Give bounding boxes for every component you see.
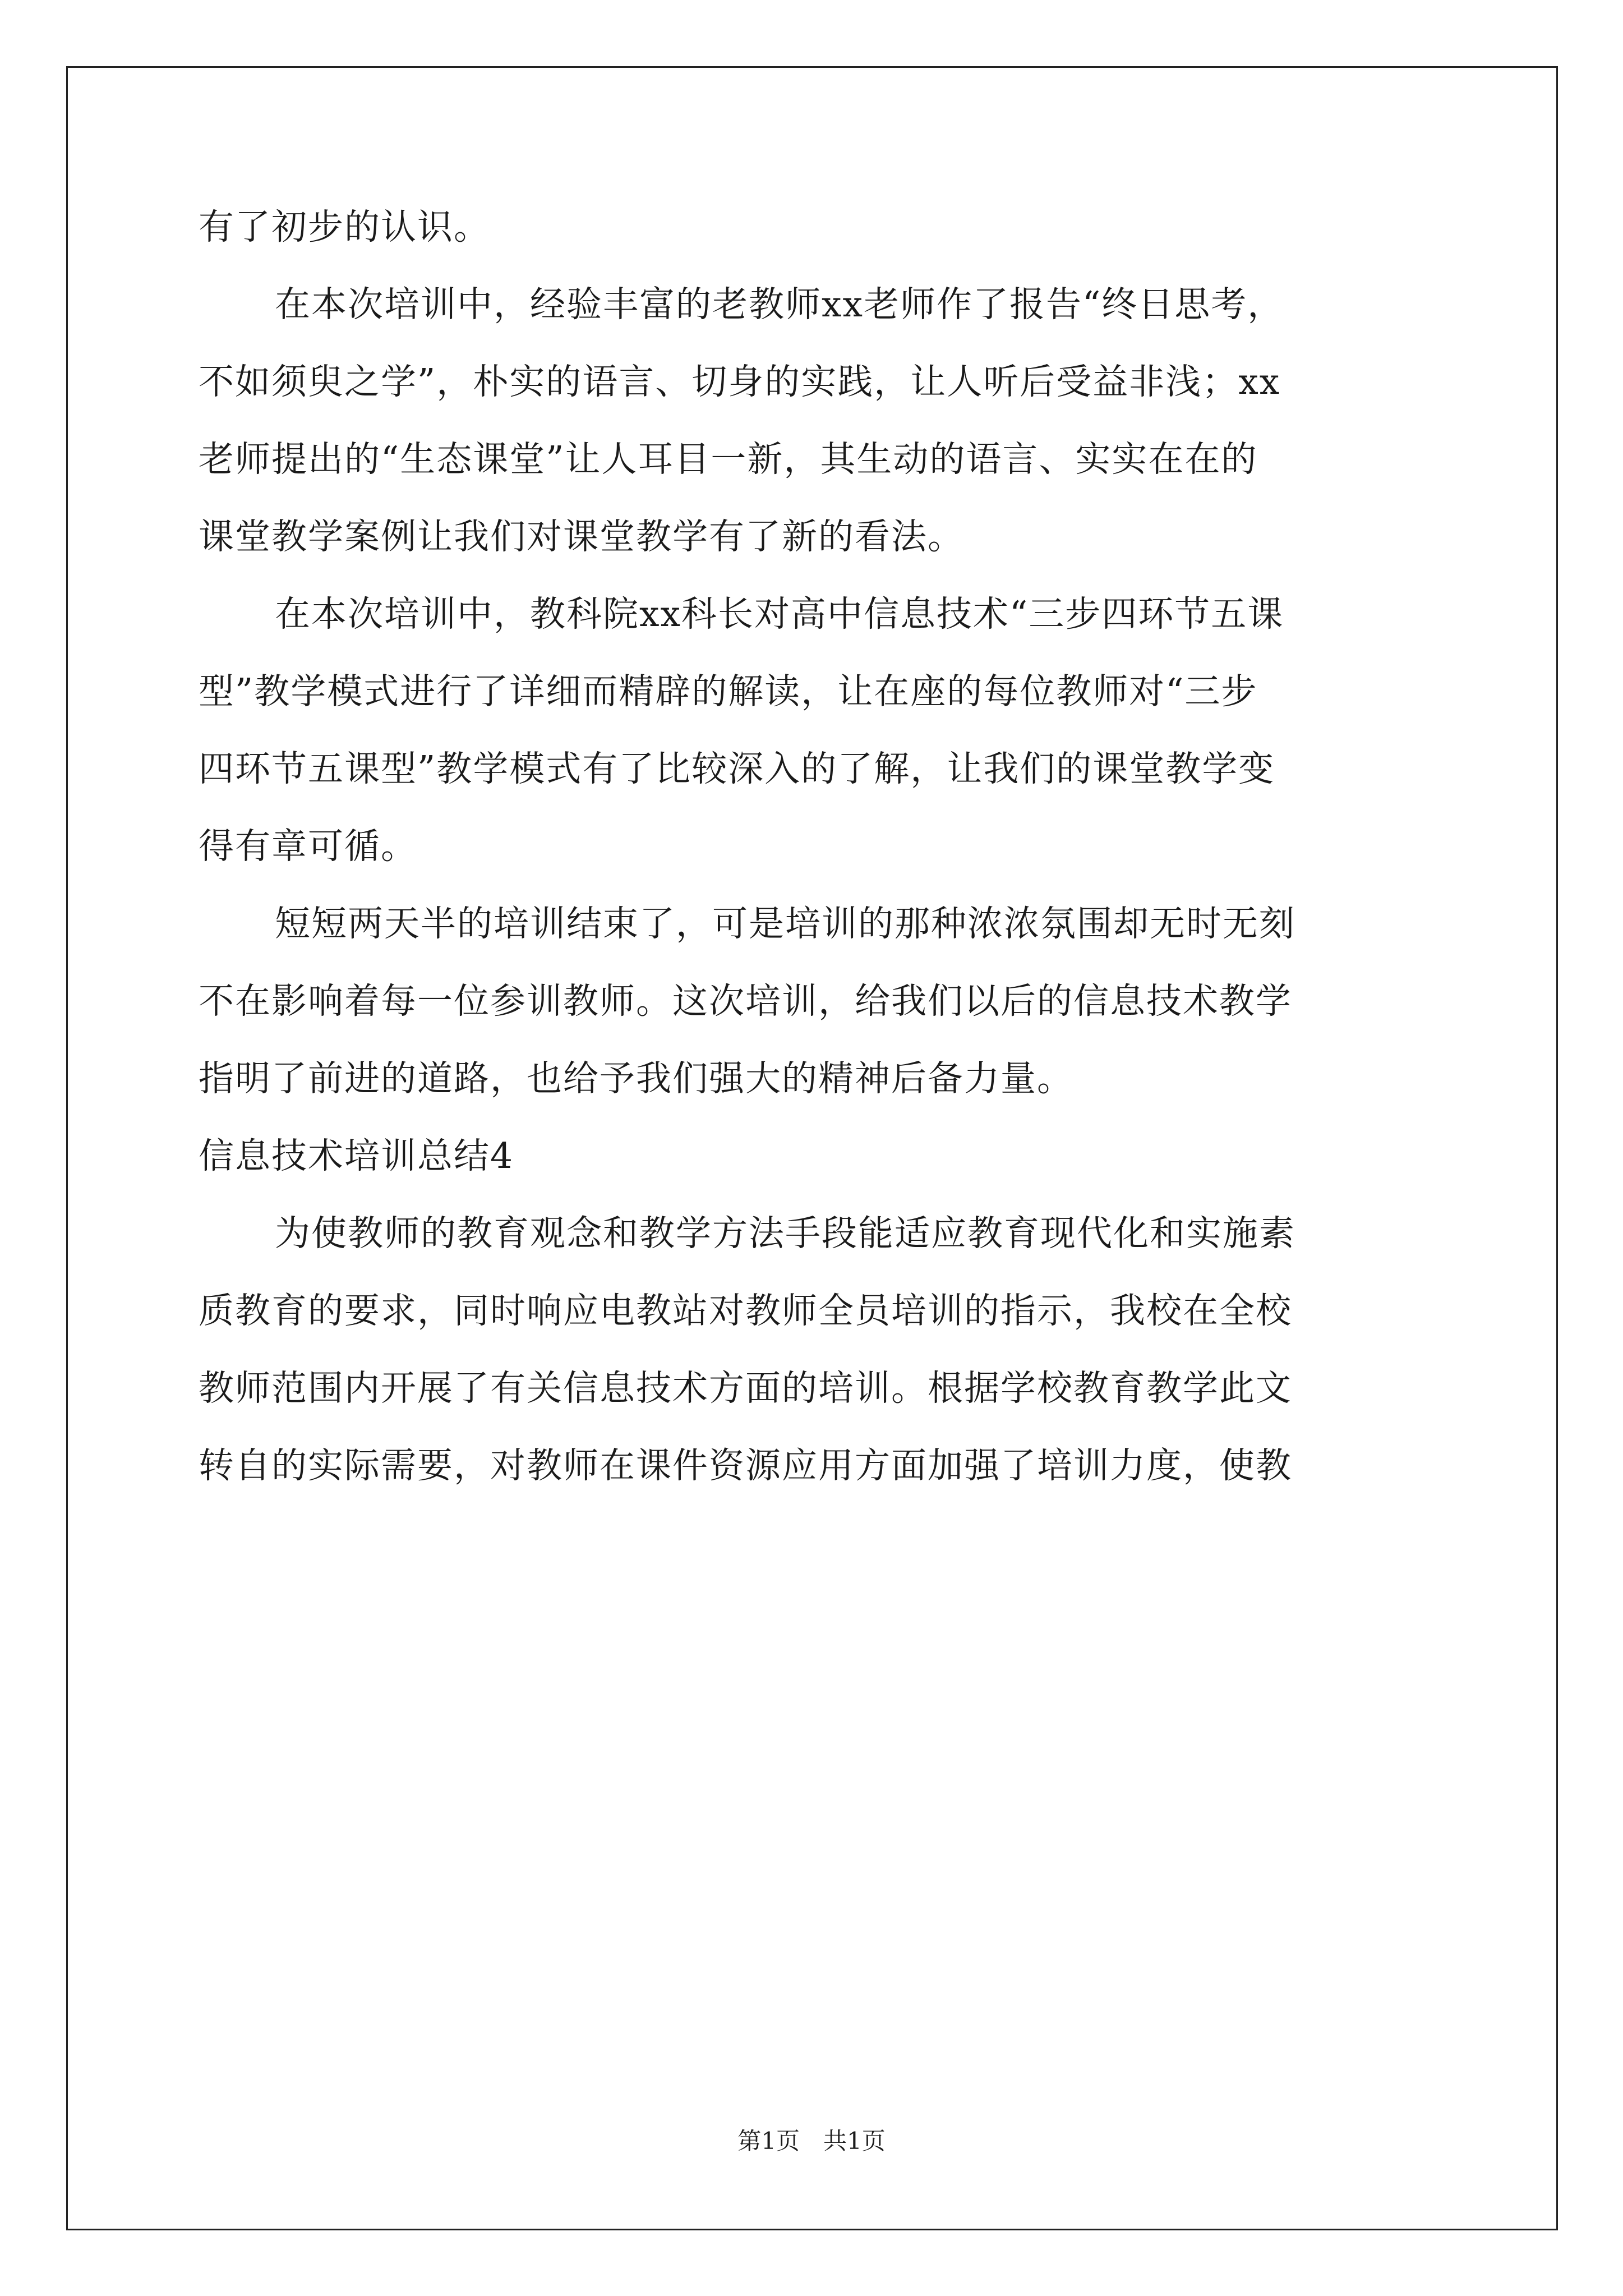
document-body (199, 208, 1438, 1485)
text-line: 型”教学模式进行了详细而精辟的解读，让在座的每位教师对“三步 (199, 671, 1258, 712)
text-line: 质教育的要求，同时响应电教站对教师全员培训的指示，我校在全校 (199, 1290, 1292, 1331)
page-total: 共1页 (823, 2127, 886, 2155)
paragraph-first-line: 为使教师的教育观念和教学方法手段能适应教育现代化和实施素 (275, 1213, 1295, 1254)
text-line: 得有章可循。 (199, 826, 417, 867)
text-line: 有了初步的认识。 (199, 206, 490, 247)
text-line: 指明了前进的道路，也给予我们强大的精神后备力量。 (199, 1058, 1073, 1099)
text-line: 不在影响着每一位参训教师。这次培训，给我们以后的信息技术教学 (199, 981, 1292, 1022)
paragraph-first-line: 在本次培训中，经验丰富的老教师xx老师作了报告“终日思考， (275, 284, 1284, 325)
section-heading: 信息技术培训总结4 (199, 1135, 514, 1176)
text-line: 老师提出的“生态课堂”让人耳目一新，其生动的语言、实实在在的 (199, 439, 1258, 480)
text-line: 转自的实际需要，对教师在课件资源应用方面加强了培训力度，使教 (199, 1445, 1292, 1486)
page-footer (0, 2127, 1623, 2155)
paragraph-first-line: 短短两天半的培训结束了，可是培训的那种浓浓氛围却无时无刻 (275, 903, 1295, 944)
text-line: 课堂教学案例让我们对课堂教学有了新的看法。 (199, 516, 964, 557)
page-number: 第1页 (737, 2127, 800, 2155)
text-line: 不如须臾之学”，朴实的语言、切身的实践，让人听后受益非浅；xx (199, 361, 1281, 402)
text-line: 教师范围内开展了有关信息技术方面的培训。根据学校教育教学此文 (199, 1368, 1292, 1409)
paragraph-first-line: 在本次培训中，教科院xx科长对高中信息技术“三步四环节五课 (275, 593, 1284, 634)
text-line: 四环节五课型”教学模式有了比较深入的了解，让我们的课堂教学变 (199, 748, 1275, 789)
